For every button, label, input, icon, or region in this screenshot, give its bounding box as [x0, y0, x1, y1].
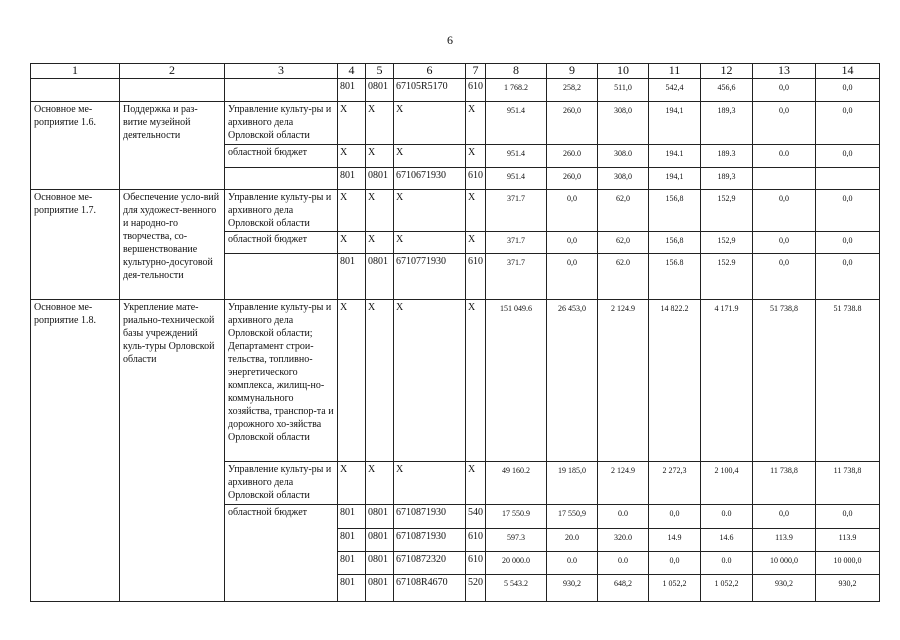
cell-executor: Управление культу-ры и архивного дела Орловской области; Департамент строи-тельства, топливно-энергетического комплекса, жилищ-но-коммунального хозяйства, транспор-та и дорожного хо-зяйства Орловской области	[225, 300, 338, 462]
cell-value: 371.7	[486, 190, 547, 232]
cell-value: 11 738,8	[753, 462, 816, 505]
cell-measure: Основное ме-роприятие 1.6.	[31, 102, 120, 190]
cell-value: 1 052,2	[649, 575, 701, 602]
cell-code: X	[338, 145, 366, 168]
cell-code: 540	[466, 505, 486, 529]
cell-value: 19 185,0	[547, 462, 598, 505]
cell-value: 0.0	[598, 505, 649, 529]
cell-empty	[225, 168, 338, 190]
cell-code: X	[338, 232, 366, 254]
column-header: 11	[649, 64, 701, 79]
cell-code: 67108R4670	[394, 575, 466, 602]
cell-measure: Основное ме-роприятие 1.7.	[31, 190, 120, 300]
column-header: 12	[701, 64, 753, 79]
cell-value: 0.0	[753, 145, 816, 168]
column-header: 9	[547, 64, 598, 79]
cell-code: 801	[338, 552, 366, 575]
cell-code: X	[338, 462, 366, 505]
cell-executor: областной бюджет	[225, 505, 338, 602]
cell-value: 0,0	[816, 79, 880, 102]
column-header: 3	[225, 64, 338, 79]
cell-value: 10 000,0	[753, 552, 816, 575]
cell-value: 4 171.9	[701, 300, 753, 462]
cell-value: 49 160.2	[486, 462, 547, 505]
cell-value: 0.0	[547, 552, 598, 575]
cell-value: 194.1	[649, 145, 701, 168]
cell-value: 648,2	[598, 575, 649, 602]
cell-value: 62,0	[598, 190, 649, 232]
cell-code: 0801	[366, 529, 394, 552]
cell-code: 801	[338, 529, 366, 552]
cell-executor: Управление культу-ры и архивного дела Орловской области	[225, 102, 338, 145]
cell-executor: областной бюджет	[225, 232, 338, 254]
cell-code: 6710671930	[394, 168, 466, 190]
cell-value: 258,2	[547, 79, 598, 102]
cell-code: X	[366, 190, 394, 232]
column-header: 10	[598, 64, 649, 79]
cell-value: 2 124.9	[598, 462, 649, 505]
cell-code: X	[466, 300, 486, 462]
table-row	[31, 102, 880, 145]
cell-value: 194,1	[649, 102, 701, 145]
cell-code: X	[338, 102, 366, 145]
cell-description: Обеспечение усло-вий для художест-венного и народно-го творчества, со-вершенствование культурно-досуговой дея-тельности	[120, 190, 225, 300]
page-number: 6	[447, 33, 453, 47]
column-header: 14	[816, 64, 880, 79]
cell-value: 511,0	[598, 79, 649, 102]
cell-value: 152,9	[701, 232, 753, 254]
cell-executor: областной бюджет	[225, 145, 338, 168]
cell-code: X	[366, 102, 394, 145]
cell-value: 951.4	[486, 145, 547, 168]
cell-value: 2 124.9	[598, 300, 649, 462]
cell-code: 520	[466, 575, 486, 602]
cell-code: 610	[466, 254, 486, 300]
cell-value: 62,0	[598, 232, 649, 254]
cell-code: 0801	[366, 254, 394, 300]
cell-value: 0,0	[753, 232, 816, 254]
cell-value: 152.9	[701, 254, 753, 300]
cell-code: 0801	[366, 505, 394, 529]
column-header: 2	[120, 64, 225, 79]
cell-code: X	[366, 232, 394, 254]
budget-table	[30, 63, 880, 602]
cell-empty	[120, 79, 225, 102]
cell-code: X	[466, 232, 486, 254]
cell-value: 0,0	[816, 232, 880, 254]
cell-code: X	[394, 145, 466, 168]
cell-value: 0,0	[816, 505, 880, 529]
cell-description: Укрепление мате-риально-технической базы учреждений куль-туры Орловской области	[120, 300, 225, 602]
cell-value: 2 100,4	[701, 462, 753, 505]
cell-code: 801	[338, 505, 366, 529]
cell-value: 189.3	[701, 145, 753, 168]
column-header: 4	[338, 64, 366, 79]
cell-value: 17 550,9	[547, 505, 598, 529]
cell-value: 308.0	[598, 145, 649, 168]
cell-code: X	[466, 190, 486, 232]
cell-code: 610	[466, 168, 486, 190]
cell-value	[753, 168, 816, 190]
cell-value: 930,2	[816, 575, 880, 602]
cell-value: 0,0	[753, 102, 816, 145]
cell-value: 951.4	[486, 168, 547, 190]
table-row	[31, 79, 880, 102]
cell-measure: Основное ме-роприятие 1.8.	[31, 300, 120, 602]
cell-value: 51 738.8	[816, 300, 880, 462]
cell-value: 0,0	[816, 254, 880, 300]
cell-value: 194,1	[649, 168, 701, 190]
cell-value: 156,8	[649, 190, 701, 232]
cell-code: X	[466, 102, 486, 145]
cell-value: 20.0	[547, 529, 598, 552]
cell-code: 67105R5170	[394, 79, 466, 102]
cell-value: 0.0	[701, 552, 753, 575]
cell-value: 0,0	[816, 190, 880, 232]
cell-value: 0,0	[753, 505, 816, 529]
cell-value: 1 768.2	[486, 79, 547, 102]
cell-value: 308,0	[598, 102, 649, 145]
cell-value: 20 000.0	[486, 552, 547, 575]
cell-value: 5 543.2	[486, 575, 547, 602]
cell-value: 542,4	[649, 79, 701, 102]
column-header: 8	[486, 64, 547, 79]
cell-value: 0,0	[649, 505, 701, 529]
cell-code: X	[366, 462, 394, 505]
cell-value: 951.4	[486, 102, 547, 145]
cell-code: 0801	[366, 575, 394, 602]
cell-value: 0.0	[701, 505, 753, 529]
cell-value: 0,0	[753, 254, 816, 300]
cell-value: 456,6	[701, 79, 753, 102]
cell-code: 6710871930	[394, 529, 466, 552]
cell-value: 151 049.6	[486, 300, 547, 462]
cell-value: 156,8	[649, 232, 701, 254]
cell-value: 10 000,0	[816, 552, 880, 575]
cell-value: 0,0	[816, 145, 880, 168]
cell-value: 189,3	[701, 168, 753, 190]
cell-value: 260.0	[547, 145, 598, 168]
cell-code: 801	[338, 79, 366, 102]
cell-code: X	[394, 462, 466, 505]
cell-code: 610	[466, 529, 486, 552]
cell-code: X	[338, 300, 366, 462]
cell-value: 51 738,8	[753, 300, 816, 462]
cell-value: 320.0	[598, 529, 649, 552]
cell-code: 801	[338, 254, 366, 300]
cell-value: 0,0	[547, 232, 598, 254]
cell-value: 113.9	[753, 529, 816, 552]
cell-value: 597.3	[486, 529, 547, 552]
cell-code: 610	[466, 79, 486, 102]
table-header-row	[31, 64, 880, 79]
table-row	[31, 300, 880, 462]
cell-value: 0,0	[649, 552, 701, 575]
cell-value: 113.9	[816, 529, 880, 552]
cell-value: 0,0	[547, 254, 598, 300]
cell-code: 6710871930	[394, 505, 466, 529]
cell-value: 930,2	[547, 575, 598, 602]
cell-value: 371.7	[486, 254, 547, 300]
cell-value: 930,2	[753, 575, 816, 602]
cell-code: X	[394, 300, 466, 462]
cell-code: X	[394, 232, 466, 254]
cell-value: 11 738,8	[816, 462, 880, 505]
cell-value: 14.6	[701, 529, 753, 552]
column-header: 5	[366, 64, 394, 79]
cell-empty	[225, 254, 338, 300]
cell-empty	[225, 79, 338, 102]
cell-code: 610	[466, 552, 486, 575]
cell-value: 14.9	[649, 529, 701, 552]
cell-value: 189,3	[701, 102, 753, 145]
cell-value: 14 822.2	[649, 300, 701, 462]
column-header: 1	[31, 64, 120, 79]
cell-value: 0,0	[547, 190, 598, 232]
cell-code: X	[366, 300, 394, 462]
column-header: 13	[753, 64, 816, 79]
cell-value: 26 453,0	[547, 300, 598, 462]
cell-value: 308,0	[598, 168, 649, 190]
cell-code: X	[394, 102, 466, 145]
cell-code: X	[366, 145, 394, 168]
cell-value: 0,0	[816, 102, 880, 145]
cell-value: 152,9	[701, 190, 753, 232]
cell-code: 801	[338, 575, 366, 602]
cell-value: 0,0	[753, 190, 816, 232]
cell-code: X	[394, 190, 466, 232]
cell-code: 6710872320	[394, 552, 466, 575]
cell-code: 0801	[366, 168, 394, 190]
cell-value: 1 052,2	[701, 575, 753, 602]
cell-code: 0801	[366, 552, 394, 575]
cell-value: 0,0	[753, 79, 816, 102]
cell-value: 156.8	[649, 254, 701, 300]
cell-value: 260,0	[547, 102, 598, 145]
cell-code: X	[466, 145, 486, 168]
cell-value: 62.0	[598, 254, 649, 300]
cell-value: 260,0	[547, 168, 598, 190]
column-header: 7	[466, 64, 486, 79]
cell-value: 371.7	[486, 232, 547, 254]
cell-code: 801	[338, 168, 366, 190]
cell-executor: Управление культу-ры и архивного дела Орловской области	[225, 462, 338, 505]
cell-value: 17 550.9	[486, 505, 547, 529]
cell-value: 2 272,3	[649, 462, 701, 505]
cell-value: 0.0	[598, 552, 649, 575]
cell-empty	[31, 79, 120, 102]
cell-description: Поддержка и раз-витие музейной деятельности	[120, 102, 225, 190]
cell-value	[816, 168, 880, 190]
cell-code: 6710771930	[394, 254, 466, 300]
table-row	[31, 190, 880, 232]
cell-executor: Управление культу-ры и архивного дела Орловской области	[225, 190, 338, 232]
column-header: 6	[394, 64, 466, 79]
cell-code: X	[338, 190, 366, 232]
cell-code: 0801	[366, 79, 394, 102]
cell-code: X	[466, 462, 486, 505]
